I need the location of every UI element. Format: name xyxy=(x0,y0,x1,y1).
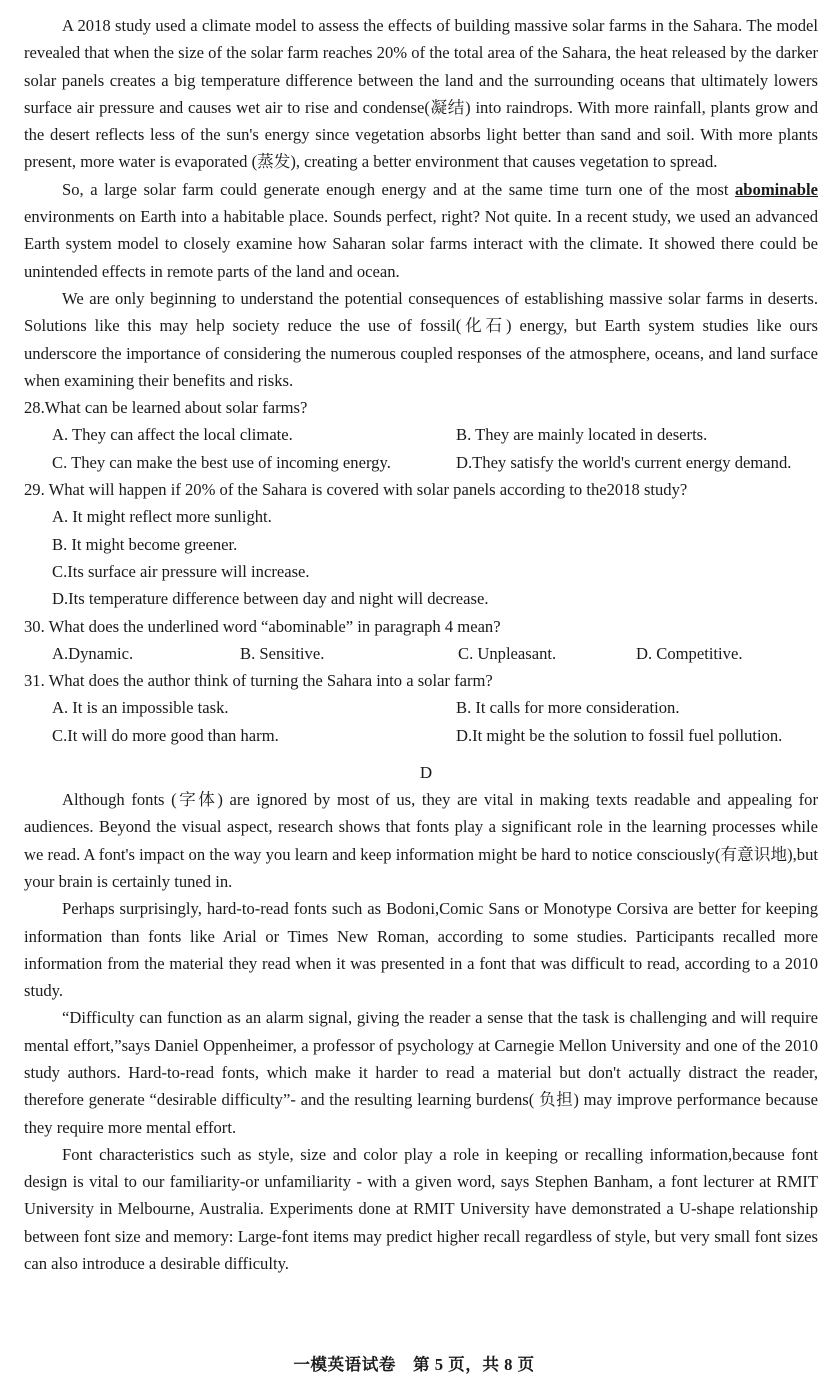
option-b: B. It calls for more consideration. xyxy=(456,698,680,718)
passage-c-paragraph-1: A 2018 study used a climate model to assess the effects of building massive solar farms in the Sahara. The model revealed that when the size of the solar farm reaches 20% of the total area of the Sahara, the heat released by the darker solar panels creates a big temperature difference between the land and the surrounding oceans that ultimately lowers surface air pressure and causes wet air to rise and condense(凝结) into raindrops. With more rainfall, plants grow and the desert reflects less of the sun's energy since vegetation absorbs light better than sand and soil. With more plants present, more water is evaporated (蒸发), creating a better environment that causes vegetation to spread. xyxy=(24,16,818,172)
option-c: C. Unpleasant. xyxy=(458,643,557,663)
question-31-options xyxy=(24,694,818,749)
option-d: D.Its temperature difference between day and night will decrease. xyxy=(52,589,489,609)
passage-d-paragraph-2: Perhaps surprisingly, hard-to-read fonts such as Bodoni,Comic Sans or Monotype Corsiva are better for keeping information than fonts like Arial or Times New Roman, according to some studies. Participants recalled more information from the material they read when it was presented in a font that was difficult to read, according to a 2010 study. xyxy=(24,899,818,1001)
passage-d-paragraph-1: Although fonts (字体) are ignored by most of us, they are vital in making texts readable and appealing for audiences. Beyond the visual aspect, research shows that fonts play a significant role in the learning processes while we read. A font's impact on the way you learn and keep information might be hard to notice consciously(有意识地),but your brain is certainly tuned in. xyxy=(24,790,818,891)
underlined-word: abominable xyxy=(735,179,818,199)
option-c: C.It will do more good than harm. xyxy=(52,725,279,745)
passage-d-paragraph-3: “Difficulty can function as an alarm signal, giving the reader a sense that the task is challenging and will require mental effort,”says Daniel Oppenheimer, a professor of psychology at Carnegie Mellon University and one of the 2010 study authors. Hard-to-read fonts, which make it harder to read a material but don't actually distract the reader, therefore generate “desirable difficulty”- and the resulting learning burdens( 负担) may improve performance because they require more mental effort. xyxy=(24,1008,818,1137)
paragraph-2-rest: environments on Earth into a habitable place. Sounds perfect, right? Not quite. In a recent study, we used an advanced Earth system model to closely examine how Saharan solar farms interact with the climate. It showed there could be unintended effects in remote parts of the land and ocean. xyxy=(24,207,818,281)
page-footer: 一模英语试卷 第 5 页，共 8 页 xyxy=(293,1355,535,1374)
question-28-stem: 28.What can be learned about solar farms? xyxy=(24,398,308,418)
question-30-options xyxy=(24,640,818,667)
question-31-stem: 31. What does the author think of turning the Sahara into a solar farm? xyxy=(24,671,493,691)
question-29-stem: 29. What will happen if 20% of the Sahara is covered with solar panels according to the2018 study? xyxy=(24,480,688,500)
question-28-options xyxy=(24,421,818,476)
section-d-heading: D xyxy=(419,763,433,783)
option-d: D.They satisfy the world's current energy demand. xyxy=(456,452,792,472)
option-a: A. It might reflect more sunlight. xyxy=(52,507,272,527)
option-b: B. Sensitive. xyxy=(240,643,325,663)
option-a: A.Dynamic. xyxy=(52,643,134,663)
option-d: D. Competitive. xyxy=(636,643,743,663)
question-30-stem: 30. What does the underlined word “abominable” in paragraph 4 mean? xyxy=(24,616,501,636)
option-c: C.Its surface air pressure will increase. xyxy=(52,561,310,581)
passage-c-paragraph-2 xyxy=(24,176,818,285)
option-b: B. They are mainly located in deserts. xyxy=(456,425,708,445)
question-29-options xyxy=(24,503,818,612)
option-c: C. They can make the best use of incoming energy. xyxy=(52,452,391,472)
option-b: B. It might become greener. xyxy=(52,534,238,554)
option-a: A. It is an impossible task. xyxy=(52,698,229,718)
option-d: D.It might be the solution to fossil fuel pollution. xyxy=(456,725,783,745)
passage-c-paragraph-3: We are only beginning to understand the potential consequences of establishing massive solar farms in deserts. Solutions like this may help society reduce the use of fossil(化石) energy, but Earth system studies like ours underscore the importance of considering the numerous coupled responses of the atmosphere, oceans, and land surface when examining their benefits and risks. xyxy=(24,288,818,390)
passage-d-paragraph-4: Font characteristics such as style, size and color play a role in keeping or recalling information,because font design is vital to our familiarity-or unfamiliarity - with a given word, says Stephen Banham, a font lecturer at RMIT University in Melbourne, Australia. Experiments done at RMIT University have demonstrated a U-shape relationship between font size and memory: Large-font items may predict higher recall regardless of style, but very small font sizes can also introduce a desirable difficulty. xyxy=(24,1144,818,1274)
paragraph-2-start: So, a large solar farm could generate enough energy and at the same time turn one of the most xyxy=(62,179,729,199)
option-a: A. They can affect the local climate. xyxy=(52,425,293,445)
